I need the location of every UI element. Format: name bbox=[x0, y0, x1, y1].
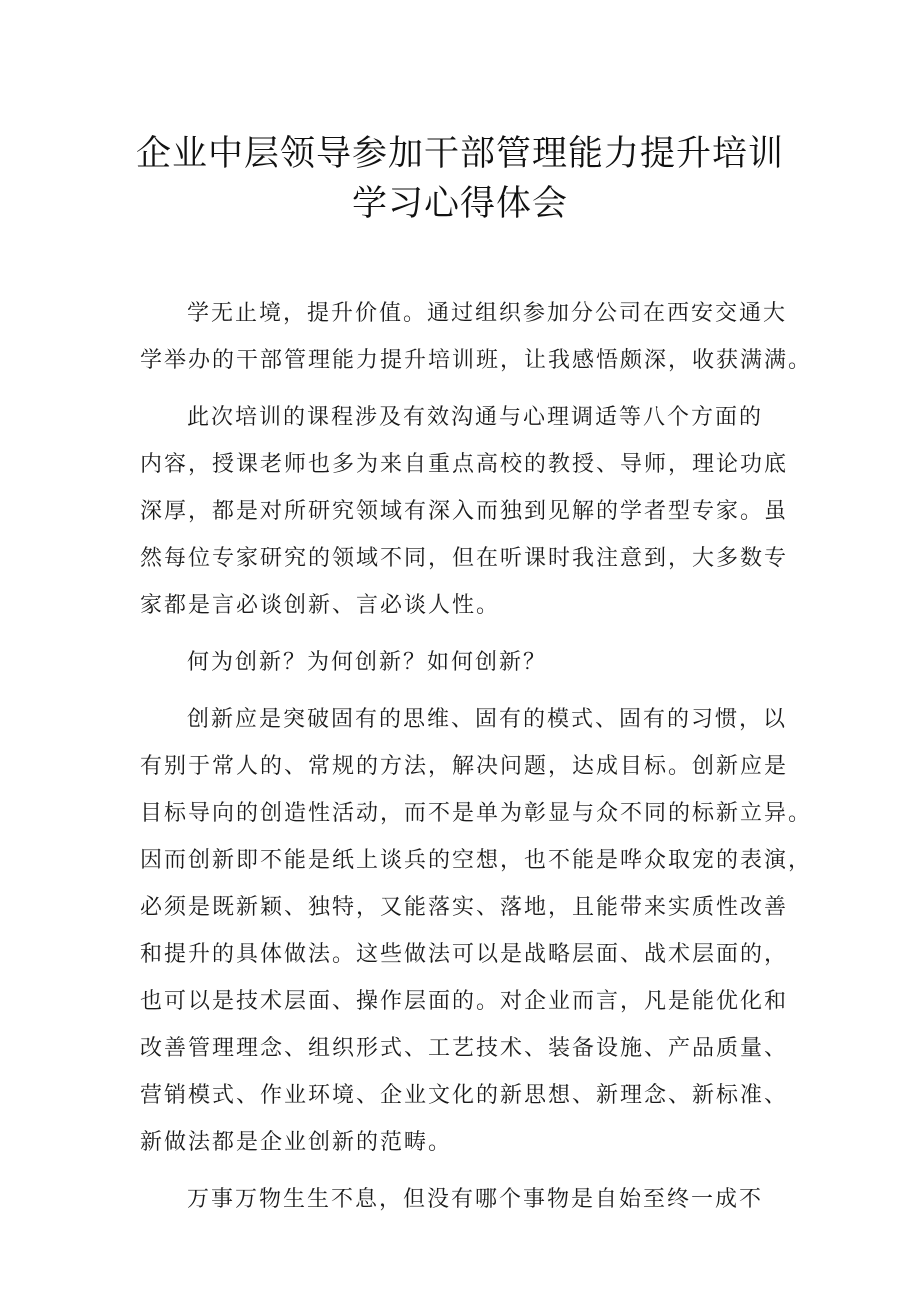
paragraph-line: 创新应是突破固有的思维、固有的模式、固有的习惯，以 bbox=[187, 707, 788, 732]
paragraph-line: 何为创新？为何创新？如何创新？ bbox=[187, 650, 548, 675]
paragraph-4 bbox=[140, 696, 820, 1166]
paragraph-line: 学举办的干部管理能力提升培训班，让我感悟颇深，收获满满。 bbox=[140, 348, 813, 373]
paragraph-line: 目标导向的创造性活动，而不是单为彰显与众不同的标新立异。 bbox=[140, 801, 813, 826]
paragraph-line: 因而创新即不能是纸上谈兵的空想，也不能是哗众取宠的表演， bbox=[140, 848, 813, 873]
paragraph-3 bbox=[140, 639, 820, 686]
paragraph-line: 必须是既新颖、独特，又能落实、落地，且能带来实质性改善 bbox=[140, 895, 789, 920]
paragraph-line: 新做法都是企业创新的范畴。 bbox=[140, 1130, 453, 1155]
document-title-line-2: 学习心得体会 bbox=[351, 184, 568, 224]
paragraph-line: 和提升的具体做法。这些做法可以是战略层面、战术层面的， bbox=[140, 942, 789, 967]
paragraph-line: 然每位专家研究的领域不同，但在听课时我注意到，大多数专 bbox=[140, 546, 789, 571]
paragraph-line: 也可以是技术层面、操作层面的。对企业而言，凡是能优化和 bbox=[140, 989, 789, 1014]
paragraph-line: 内容，授课老师也多为来自重点高校的教授、导师，理论功底 bbox=[140, 452, 789, 477]
paragraph-1 bbox=[140, 290, 820, 384]
document-body bbox=[140, 290, 820, 1223]
paragraph-2 bbox=[140, 394, 820, 629]
document-title-line-1: 企业中层领导参加干部管理能力提升培训 bbox=[135, 134, 784, 174]
paragraph-line: 深厚，都是对所研究领域有深入而独到见解的学者型专家。虽 bbox=[140, 499, 789, 524]
paragraph-line: 改善管理理念、组织形式、工艺技术、装备设施、产品质量、 bbox=[140, 1036, 789, 1061]
paragraph-line: 家都是言必谈创新、言必谈人性。 bbox=[140, 593, 501, 618]
paragraph-line: 此次培训的课程涉及有效沟通与心理调适等八个方面的 bbox=[187, 405, 764, 430]
paragraph-line: 万事万物生生不息，但没有哪个事物是自始至终一成不 bbox=[187, 1187, 764, 1212]
paragraph-line: 有别于常人的、常规的方法，解决问题，达成目标。创新应是 bbox=[140, 754, 789, 779]
paragraph-line: 学无止境，提升价值。通过组织参加分公司在西安交通大 bbox=[187, 301, 788, 326]
paragraph-5 bbox=[140, 1176, 820, 1223]
paragraph-line: 营销模式、作业环境、企业文化的新思想、新理念、新标准、 bbox=[140, 1083, 789, 1108]
